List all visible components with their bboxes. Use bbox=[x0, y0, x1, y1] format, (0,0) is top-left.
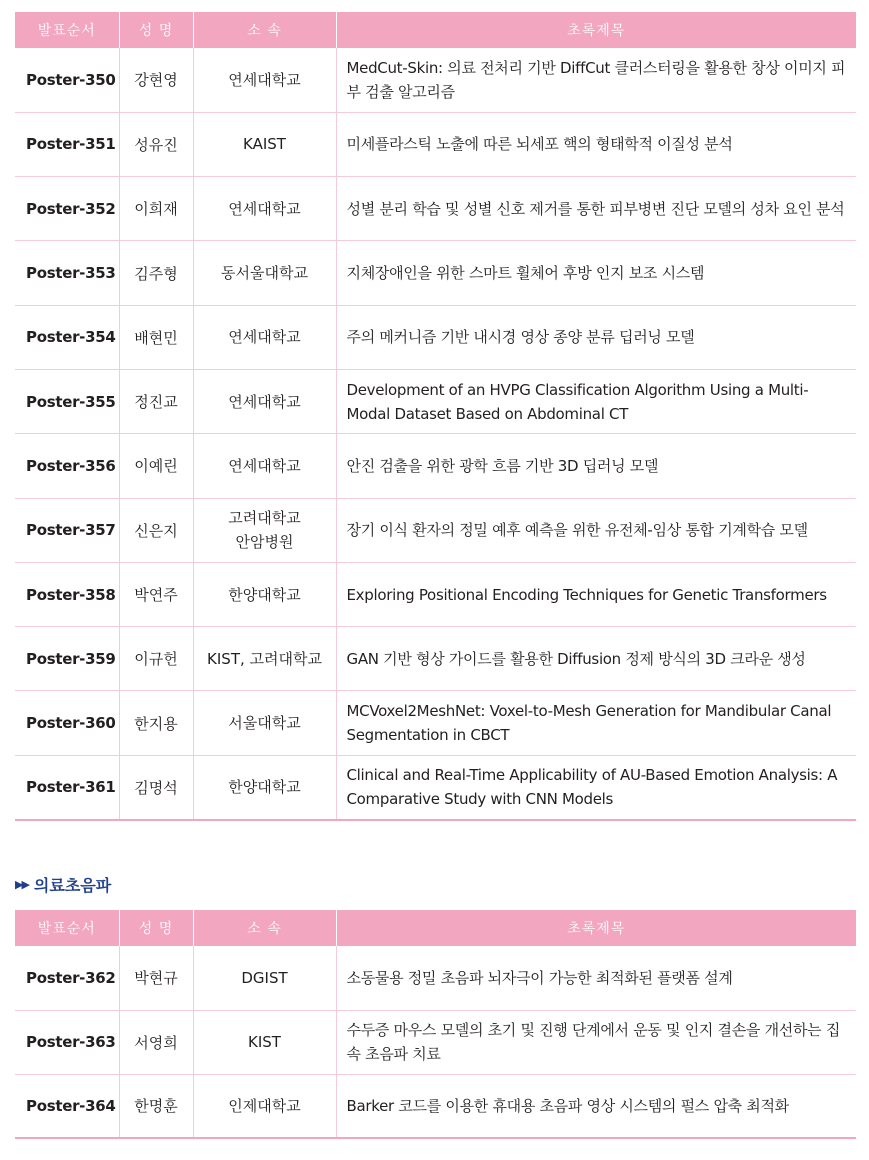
header-name: 성 명 bbox=[119, 12, 193, 48]
presenter-name: 서영희 bbox=[119, 1010, 193, 1074]
affiliation: KIST, 고려대학교 bbox=[193, 627, 336, 691]
abstract-title: Clinical and Real-Time Applicability of AU-Based Emotion Analysis: A Comparative Study with CNN Models bbox=[336, 755, 856, 819]
presenter-name: 정진교 bbox=[119, 369, 193, 433]
table-row bbox=[15, 627, 856, 691]
header-affiliation: 소 속 bbox=[193, 910, 336, 946]
table-header-row bbox=[15, 12, 856, 48]
header-order: 발표순서 bbox=[15, 910, 119, 946]
abstract-title: 소동물용 정밀 초음파 뇌자극이 가능한 최적화된 플랫폼 설계 bbox=[336, 946, 856, 1010]
table-row bbox=[15, 691, 856, 755]
table-header-row bbox=[15, 910, 856, 946]
abstract-title: Exploring Positional Encoding Techniques for Genetic Transformers bbox=[336, 562, 856, 626]
table-row bbox=[15, 1074, 856, 1138]
poster-number: Poster-352 bbox=[15, 177, 119, 241]
presenter-name: 배현민 bbox=[119, 305, 193, 369]
presenter-name: 강현영 bbox=[119, 48, 193, 112]
table-row bbox=[15, 946, 856, 1010]
table-row bbox=[15, 177, 856, 241]
abstract-title: 안진 검출을 위한 광학 흐름 기반 3D 딥러닝 모델 bbox=[336, 434, 856, 498]
poster-number: Poster-357 bbox=[15, 498, 119, 562]
abstract-title: 수두증 마우스 모델의 초기 및 진행 단계에서 운동 및 인지 결손을 개선하는 집속 초음파 치료 bbox=[336, 1010, 856, 1074]
table-row bbox=[15, 305, 856, 369]
presenter-name: 성유진 bbox=[119, 112, 193, 176]
section-heading-medical-ultrasound bbox=[15, 872, 111, 896]
header-order: 발표순서 bbox=[15, 12, 119, 48]
table-row bbox=[15, 1010, 856, 1074]
poster-number: Poster-353 bbox=[15, 241, 119, 305]
header-affiliation: 소 속 bbox=[193, 12, 336, 48]
table-row bbox=[15, 369, 856, 433]
affiliation: 연세대학교 bbox=[193, 369, 336, 433]
abstract-title: 미세플라스틱 노출에 따른 뇌세포 핵의 형태학적 이질성 분석 bbox=[336, 112, 856, 176]
presenter-name: 박연주 bbox=[119, 562, 193, 626]
header-title: 초록제목 bbox=[336, 910, 856, 946]
affiliation: KAIST bbox=[193, 112, 336, 176]
affiliation: 동서울대학교 bbox=[193, 241, 336, 305]
affiliation: 연세대학교 bbox=[193, 434, 336, 498]
poster-number: Poster-351 bbox=[15, 112, 119, 176]
affiliation: 한양대학교 bbox=[193, 755, 336, 819]
table-row bbox=[15, 755, 856, 819]
affiliation: KIST bbox=[193, 1010, 336, 1074]
abstract-title: 장기 이식 환자의 정밀 예후 예측을 위한 유전체-임상 통합 기계학습 모델 bbox=[336, 498, 856, 562]
poster-number: Poster-360 bbox=[15, 691, 119, 755]
presenter-name: 한지용 bbox=[119, 691, 193, 755]
presenter-name: 이규헌 bbox=[119, 627, 193, 691]
poster-number: Poster-363 bbox=[15, 1010, 119, 1074]
presenter-name: 한명훈 bbox=[119, 1074, 193, 1138]
abstract-title: 주의 메커니즘 기반 내시경 영상 종양 분류 딥러닝 모델 bbox=[336, 305, 856, 369]
presenter-name: 김주형 bbox=[119, 241, 193, 305]
poster-number: Poster-364 bbox=[15, 1074, 119, 1138]
poster-table-1 bbox=[15, 12, 856, 821]
affiliation: 연세대학교 bbox=[193, 305, 336, 369]
affiliation: 한양대학교 bbox=[193, 562, 336, 626]
abstract-title: MCVoxel2MeshNet: Voxel-to-Mesh Generation for Mandibular Canal Segmentation in CBCT bbox=[336, 691, 856, 755]
affiliation: 연세대학교 bbox=[193, 48, 336, 112]
poster-table-2 bbox=[15, 910, 856, 1139]
presenter-name: 김명석 bbox=[119, 755, 193, 819]
poster-number: Poster-356 bbox=[15, 434, 119, 498]
table-row bbox=[15, 48, 856, 112]
table-row bbox=[15, 241, 856, 305]
presenter-name: 신은지 bbox=[119, 498, 193, 562]
abstract-title: Barker 코드를 이용한 휴대용 초음파 영상 시스템의 펄스 압축 최적화 bbox=[336, 1074, 856, 1138]
poster-number: Poster-355 bbox=[15, 369, 119, 433]
table-row bbox=[15, 498, 856, 562]
poster-number: Poster-362 bbox=[15, 946, 119, 1010]
affiliation: DGIST bbox=[193, 946, 336, 1010]
abstract-title: MedCut-Skin: 의료 전처리 기반 DiffCut 클러스터링을 활용한 창상 이미지 피부 검출 알고리즘 bbox=[336, 48, 856, 112]
table-row bbox=[15, 562, 856, 626]
table-row bbox=[15, 434, 856, 498]
affiliation: 연세대학교 bbox=[193, 177, 336, 241]
abstract-title: 지체장애인을 위한 스마트 휠체어 후방 인지 보조 시스템 bbox=[336, 241, 856, 305]
table-row bbox=[15, 112, 856, 176]
poster-number: Poster-354 bbox=[15, 305, 119, 369]
presenter-name: 이희재 bbox=[119, 177, 193, 241]
poster-number: Poster-359 bbox=[15, 627, 119, 691]
header-name: 성 명 bbox=[119, 910, 193, 946]
presenter-name: 박현규 bbox=[119, 946, 193, 1010]
abstract-title: 성별 분리 학습 및 성별 신호 제거를 통한 피부병변 진단 모델의 성차 요인 분석 bbox=[336, 177, 856, 241]
affiliation: 인제대학교 bbox=[193, 1074, 336, 1138]
double-arrow-icon: ▶▶ bbox=[15, 877, 28, 891]
abstract-title: Development of an HVPG Classification Algorithm Using a Multi-Modal Dataset Based on Abdominal CT bbox=[336, 369, 856, 433]
section-title: 의료초음파 bbox=[33, 875, 112, 895]
poster-number: Poster-361 bbox=[15, 755, 119, 819]
presenter-name: 이예린 bbox=[119, 434, 193, 498]
abstract-title: GAN 기반 형상 가이드를 활용한 Diffusion 정제 방식의 3D 크라운 생성 bbox=[336, 627, 856, 691]
poster-number: Poster-358 bbox=[15, 562, 119, 626]
header-title: 초록제목 bbox=[336, 12, 856, 48]
poster-number: Poster-350 bbox=[15, 48, 119, 112]
affiliation: 서울대학교 bbox=[193, 691, 336, 755]
affiliation: 고려대학교 안암병원 bbox=[193, 498, 336, 562]
